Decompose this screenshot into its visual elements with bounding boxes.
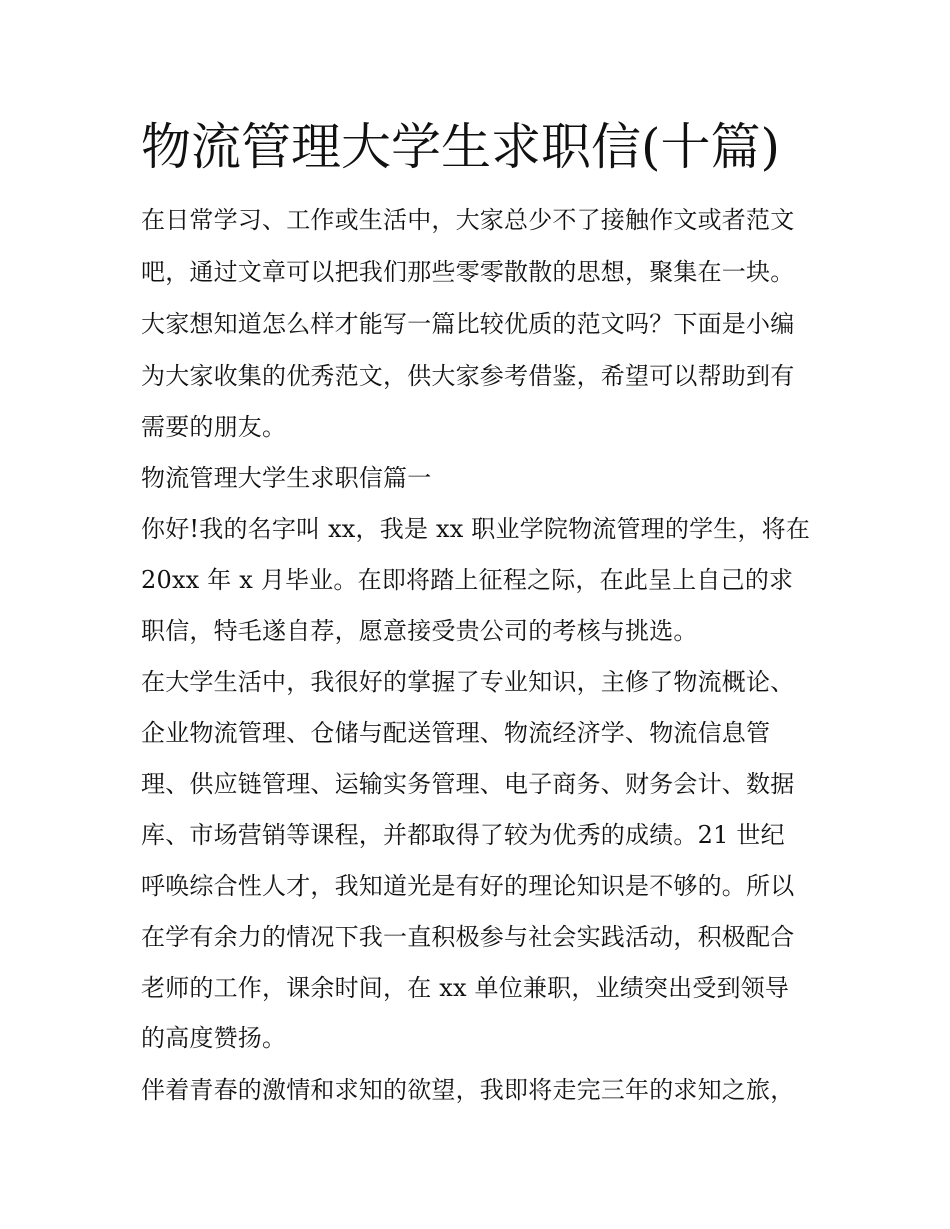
paragraph-line: 在日常学习、工作或生活中，大家总少不了接触作文或者范文 [141, 206, 795, 234]
paragraph-line: 大家想知道怎么样才能写一篇比较优质的范文吗？下面是小编 [141, 310, 795, 338]
paragraph-line: 在大学生活中，我很好的掌握了专业知识，主修了物流概论、 [141, 668, 795, 696]
paragraph-line: 吧，通过文章可以把我们那些零零散散的思想，聚集在一块。 [141, 258, 795, 286]
section-heading: 物流管理大学生求职信篇一 [141, 464, 432, 492]
paragraph-line: 在学有余力的情况下我一直积极参与社会实践活动，积极配合 [141, 923, 795, 951]
paragraph-line: 老师的工作，课余时间，在 xx 单位兼职，业绩突出受到领导 [141, 974, 790, 1002]
document-title: 物流管理大学生求职信(十篇) [141, 118, 781, 176]
paragraph-line: 你好!我的名字叫 xx，我是 xx 职业学院物流管理的学生，将在 [141, 515, 811, 543]
paragraph-line: 20xx 年 x 月毕业。在即将踏上征程之际，在此呈上自己的求 [141, 566, 794, 594]
paragraph-line: 需要的朋友。 [141, 413, 287, 441]
paragraph-line: 职信，特毛遂自荐，愿意接受贵公司的考核与挑选。 [141, 617, 698, 645]
paragraph-line: 库、市场营销等课程，并都取得了较为优秀的成绩。21 世纪 [141, 821, 785, 849]
paragraph-line: 呼唤综合性人才，我知道光是有好的理论知识是不够的。所以 [141, 872, 795, 900]
paragraph-line: 企业物流管理、仓储与配送管理、物流经济学、物流信息管 [141, 719, 771, 747]
paragraph-line: 理、供应链管理、运输实务管理、电子商务、财务会计、数据 [141, 770, 795, 798]
paragraph-line: 为大家收集的优秀范文，供大家参考借鉴，希望可以帮助到有 [141, 362, 795, 390]
paragraph-line: 伴着青春的激情和求知的欲望，我即将走完三年的求知之旅， [141, 1076, 795, 1104]
paragraph-line: 的高度赞扬。 [141, 1024, 287, 1052]
